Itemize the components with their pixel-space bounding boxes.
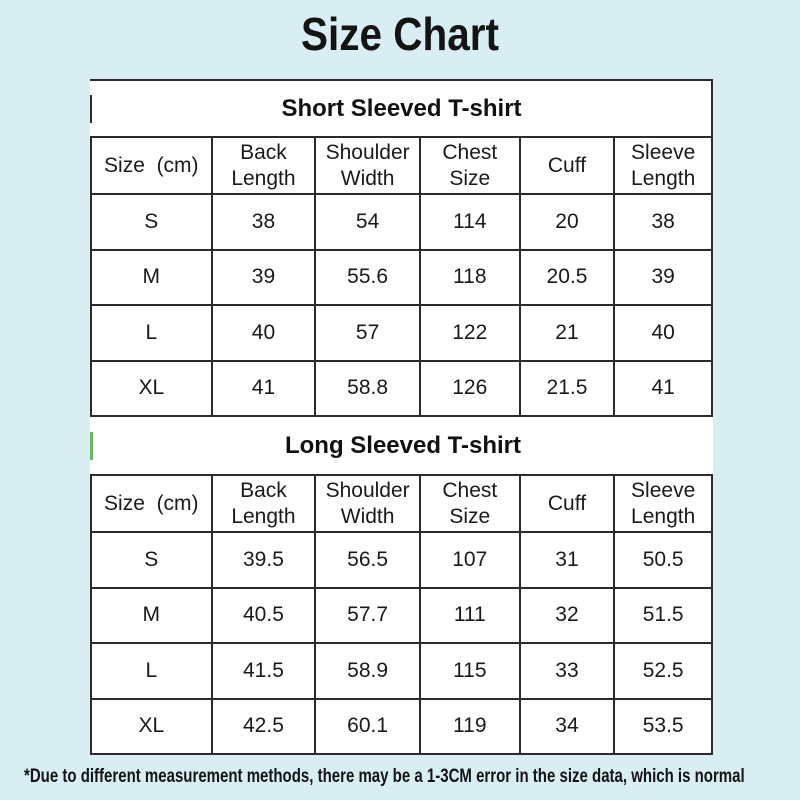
measurement-cell: 52.5: [613, 644, 711, 698]
column-header-cell: Back Length: [211, 138, 315, 193]
measurement-cell: 41.5: [211, 644, 315, 698]
measurement-cell: 60.1: [314, 700, 419, 754]
size-label-cell: S: [90, 533, 211, 587]
measurement-cell: 21.5: [519, 362, 614, 416]
column-header-cell: Size (cm): [90, 476, 211, 531]
size-row-xl: [90, 700, 713, 756]
measurement-cell: 40.5: [211, 589, 315, 643]
measurement-cell: 56.5: [314, 533, 419, 587]
column-header-cell: Cuff: [519, 476, 614, 531]
measurement-cell: 58.8: [314, 362, 419, 416]
measurement-cell: 51.5: [613, 589, 711, 643]
measurement-cell: 40: [613, 306, 711, 360]
measurement-cell: 32: [519, 589, 614, 643]
column-header-cell: Chest Size: [419, 138, 519, 193]
column-header-cell: Size (cm): [90, 138, 211, 193]
measurement-cell: 34: [519, 700, 614, 754]
measurement-cell: 126: [419, 362, 519, 416]
measurement-cell: 38: [613, 195, 711, 249]
page-title: Size Chart: [301, 8, 499, 60]
size-label-cell: XL: [90, 362, 211, 416]
measurement-cell: 115: [419, 644, 519, 698]
measurement-cell: 41: [613, 362, 711, 416]
size-row-m: [90, 251, 713, 307]
size-label-cell: L: [90, 306, 211, 360]
measurement-cell: 39: [613, 251, 711, 305]
size-row-xl: [90, 362, 713, 418]
size-table: [90, 79, 713, 755]
measurement-cell: 20: [519, 195, 614, 249]
measurement-cell: 57.7: [314, 589, 419, 643]
measurement-cell: 119: [419, 700, 519, 754]
size-row-m: [90, 589, 713, 645]
measurement-cell: 31: [519, 533, 614, 587]
measurement-cell: 114: [419, 195, 519, 249]
size-row-s: [90, 533, 713, 589]
table-title-row: [90, 79, 713, 138]
measurement-cell: 54: [314, 195, 419, 249]
measurement-cell: 39.5: [211, 533, 315, 587]
measurement-cell: 118: [419, 251, 519, 305]
table-title-row: [90, 417, 713, 476]
table-title: Short Sleeved T-shirt: [90, 95, 711, 123]
column-header-cell: Shoulder Width: [314, 476, 419, 531]
column-header-cell: Chest Size: [419, 476, 519, 531]
measurement-cell: 38: [211, 195, 315, 249]
measurement-cell: 20.5: [519, 251, 614, 305]
size-row-l: [90, 306, 713, 362]
table-title: Long Sleeved T-shirt: [90, 432, 713, 460]
measurement-cell: 41: [211, 362, 315, 416]
measurement-cell: 111: [419, 589, 519, 643]
measurement-cell: 42.5: [211, 700, 315, 754]
size-label-cell: M: [90, 251, 211, 305]
measurement-cell: 107: [419, 533, 519, 587]
size-label-cell: XL: [90, 700, 211, 754]
size-label-cell: M: [90, 589, 211, 643]
measurement-cell: 33: [519, 644, 614, 698]
measurement-cell: 55.6: [314, 251, 419, 305]
column-header-cell: Sleeve Length: [613, 138, 711, 193]
column-header-row: [90, 476, 713, 533]
size-label-cell: L: [90, 644, 211, 698]
measurement-cell: 21: [519, 306, 614, 360]
column-header-cell: Back Length: [211, 476, 315, 531]
column-header-cell: Cuff: [519, 138, 614, 193]
measurement-cell: 53.5: [613, 700, 711, 754]
measurement-cell: 122: [419, 306, 519, 360]
size-row-l: [90, 644, 713, 700]
measurement-cell: 39: [211, 251, 315, 305]
measurement-cell: 50.5: [613, 533, 711, 587]
size-row-s: [90, 195, 713, 251]
measurement-cell: 58.9: [314, 644, 419, 698]
footnote: *Due to different measurement methods, there may be a 1-3CM error in the size data, which is normal: [24, 766, 745, 787]
column-header-cell: Shoulder Width: [314, 138, 419, 193]
measurement-cell: 40: [211, 306, 315, 360]
size-label-cell: S: [90, 195, 211, 249]
column-header-cell: Sleeve Length: [613, 476, 711, 531]
measurement-cell: 57: [314, 306, 419, 360]
column-header-row: [90, 138, 713, 195]
